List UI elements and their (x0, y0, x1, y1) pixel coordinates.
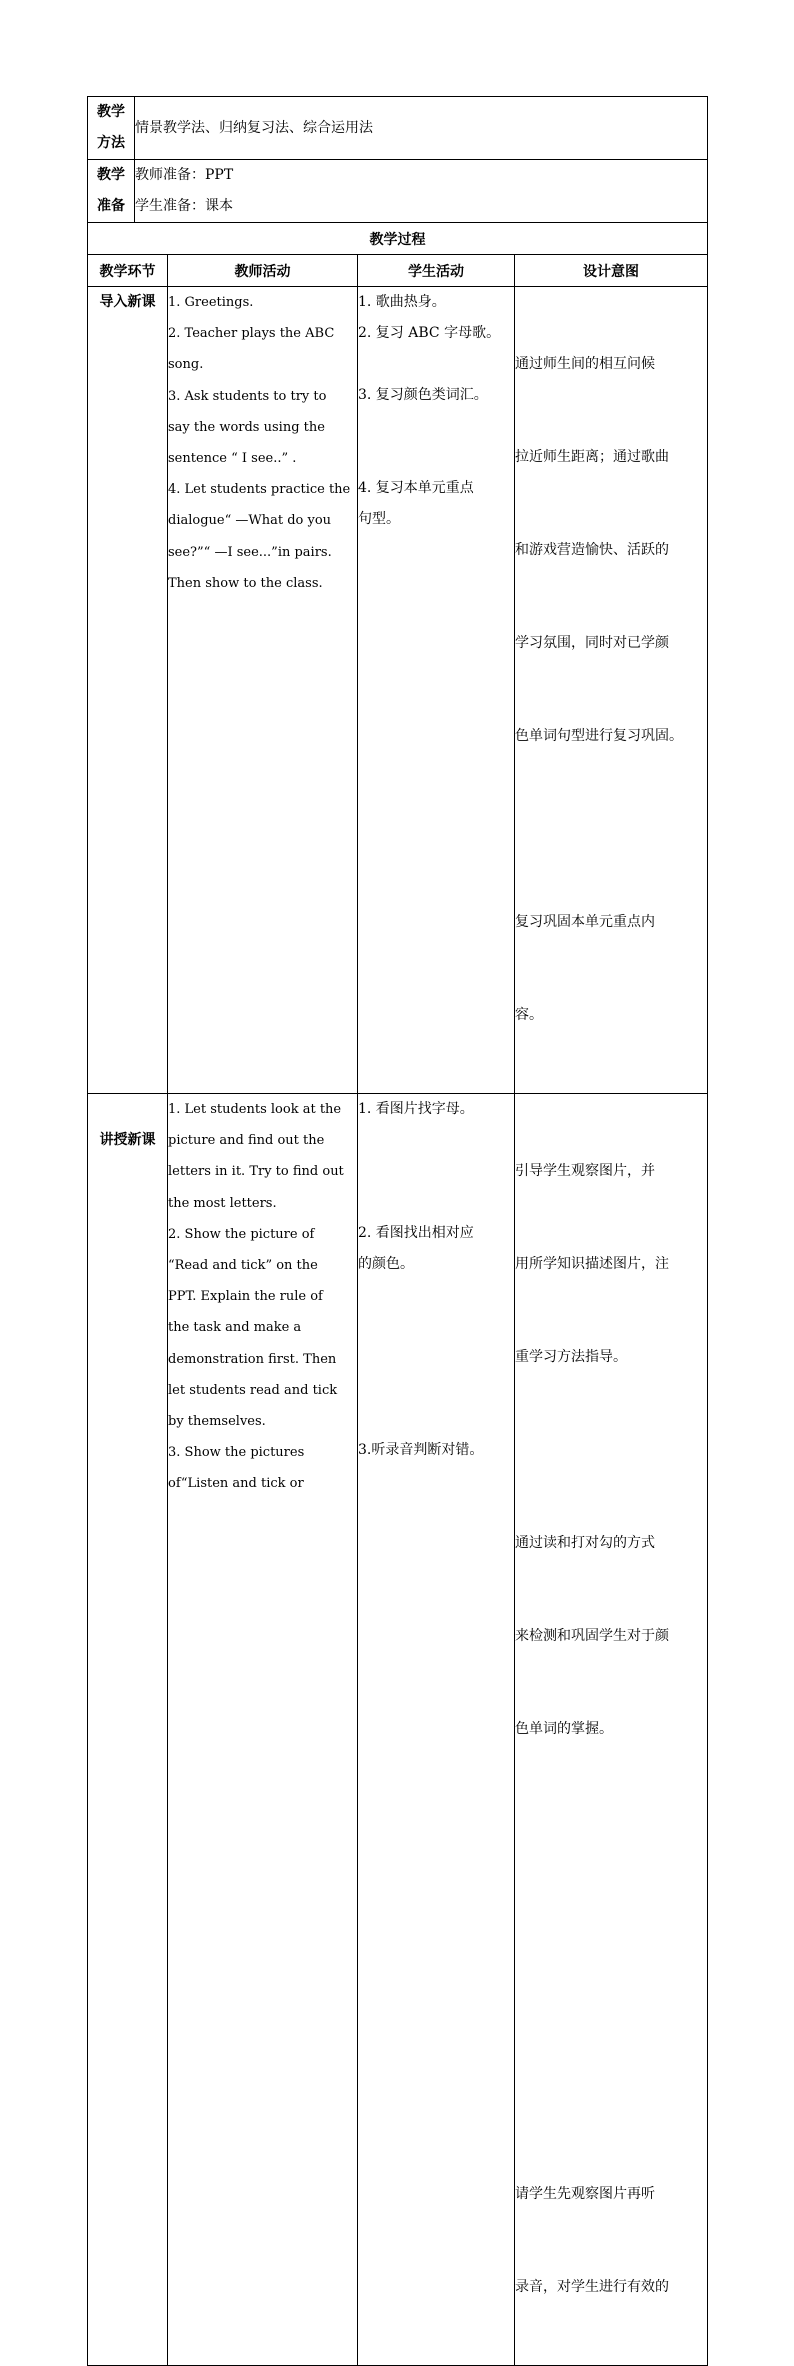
teaching-method-label: 教学 方法 (88, 97, 135, 160)
student-prep: 学生准备：课本 (135, 198, 233, 214)
process-title: 教学过程 (88, 223, 708, 255)
teacher-activity-intro: 1. Greetings. 2. Teacher plays the ABC song. 3. Ask students to try to say the words using the sentence “ I see..” . 4. Let students practice the dialogue“ —What do you see?”“ —I see...”in pairs. Then show to the class. (168, 287, 358, 1094)
student-activity-intro: 1. 歌曲热身。 2. 复习 ABC 字母歌。 3. 复习颜色类词汇。 4. 复习本单元重点 句型。 (358, 287, 515, 1094)
teaching-method-row (88, 97, 708, 160)
col-header-design: 设计意图 (515, 255, 708, 287)
col-header-stage: 教学环节 (88, 255, 168, 287)
column-header-row (88, 255, 708, 287)
design-intent-new-lesson: 引导学生观察图片，并 用所学知识描述图片，注 重学习方法指导。 通过读和打对勾的方式 来检测和巩固学生对于颜 色单词的掌握。 请学生先观察图片再听 录音，对学生进行有效的 (515, 1094, 708, 2366)
teaching-prep-label: 教学 准备 (88, 160, 135, 223)
teaching-method-value: 情景教学法、归纳复习法、综合运用法 (135, 97, 708, 160)
process-title-row (88, 223, 708, 255)
lesson-plan-table (87, 96, 708, 2366)
section-intro-row (88, 287, 708, 1094)
stage-new-lesson: 讲授新课 (88, 1094, 168, 2366)
teaching-prep-row (88, 160, 708, 223)
stage-intro: 导入新课 (88, 287, 168, 1094)
teacher-activity-new-lesson: 1. Let students look at the picture and find out the letters in it. Try to find out the most letters. 2. Show the picture of “Read and tick” on the PPT. Explain the rule of the task and make a demonstration first. Then let students read and tick by themselves. 3. Show the pictures of“Listen and tick or (168, 1094, 358, 2366)
student-activity-new-lesson: 1. 看图片找字母。 2. 看图找出相对应 的颜色。 3.听录音判断对错。 (358, 1094, 515, 2366)
col-header-teacher: 教师活动 (168, 255, 358, 287)
section-new-lesson-row (88, 1094, 708, 2366)
col-header-student: 学生活动 (358, 255, 515, 287)
teacher-prep: 教师准备：PPT (135, 167, 234, 183)
design-intent-intro: 通过师生间的相互问候 拉近师生距离；通过歌曲 和游戏营造愉快、活跃的 学习氛围，同时对已学颜 色单词句型进行复习巩固。 复习巩固本单元重点内 容。 (515, 287, 708, 1094)
teaching-prep-value (135, 160, 708, 223)
